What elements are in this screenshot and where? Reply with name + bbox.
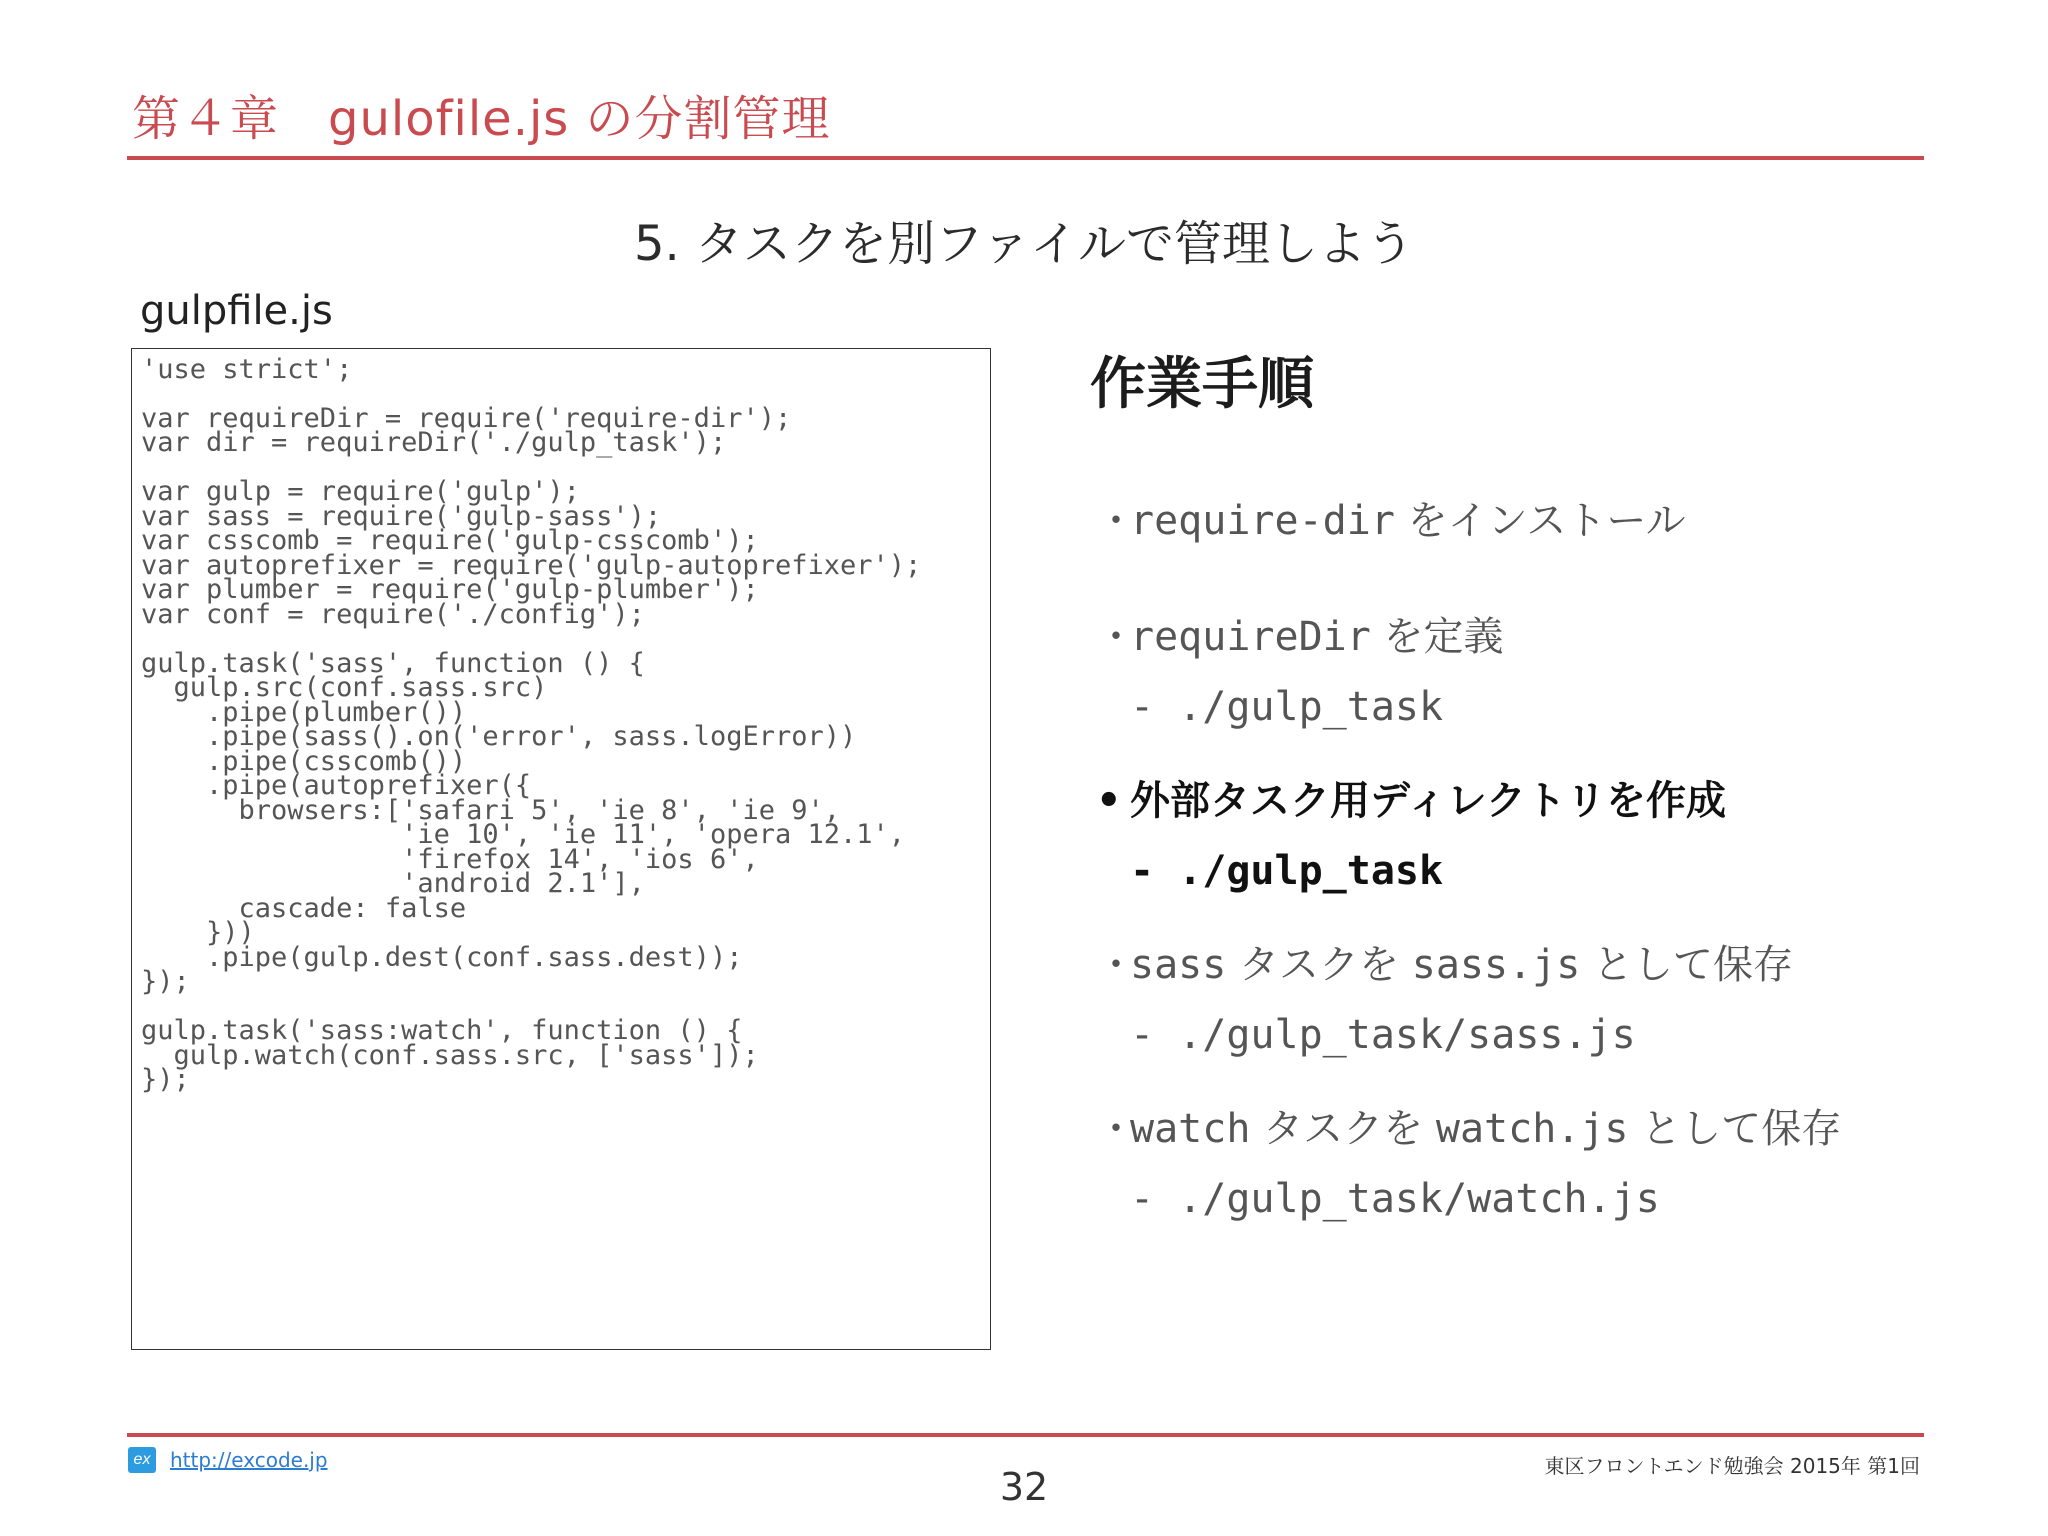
page-number: 32: [999, 1465, 1049, 1509]
step-subpath: - ./gulp_task: [1130, 848, 1444, 894]
footer-event-name: 東区フロントエンド勉強会 2015年 第1回: [1544, 1454, 1920, 1478]
step-text: として保存: [1580, 942, 1794, 988]
code-file-label: gulpfile.js: [140, 288, 333, 334]
step-item: [1096, 1104, 1841, 1154]
footer-link[interactable]: http://excode.jp: [170, 1448, 328, 1472]
step-text: を定義: [1370, 614, 1504, 660]
bullet: ・: [1096, 1106, 1136, 1152]
code-line: var autoprefixer = require('gulp-autoprefixer');: [141, 550, 922, 581]
code-line: var plumber = require('gulp-plumber');: [141, 574, 759, 605]
code-line: var requireDir = require('require-dir');: [141, 403, 792, 434]
code-line: .pipe(plumber()): [141, 697, 467, 728]
step-item-active: [1096, 776, 1726, 826]
code-line: var csscomb = require('gulp-csscomb');: [141, 525, 759, 556]
code-panel: [131, 348, 991, 1350]
step-item: [1096, 940, 1793, 990]
code-line: })): [141, 917, 255, 948]
code-line: gulp.task('sass:watch', function () {: [141, 1015, 743, 1046]
code-line: gulp.watch(conf.sass.src, ['sass']);: [141, 1040, 759, 1071]
step-code: sass.js: [1411, 942, 1581, 988]
step-text: タスクを: [1226, 942, 1412, 988]
step-subpath: - ./gulp_task/watch.js: [1130, 1176, 1660, 1222]
step-subpath: - ./gulp_task: [1130, 684, 1444, 730]
code-line: 'use strict';: [141, 354, 353, 385]
step-item: [1096, 612, 1504, 662]
code-line: var gulp = require('gulp');: [141, 476, 580, 507]
step-code: require-dir: [1130, 498, 1395, 544]
step-code: watch.js: [1435, 1106, 1629, 1152]
code-line: browsers:['safari 5', 'ie 8', 'ie 9',: [141, 795, 840, 826]
step-text: タスクを: [1250, 1106, 1436, 1152]
step-text: 外部タスク用ディレクトリを作成: [1130, 778, 1726, 824]
steps-heading: 作業手順: [1090, 352, 1314, 417]
step-text: として保存: [1628, 1106, 1842, 1152]
footer-rule: [127, 1433, 1924, 1437]
bullet: •: [1096, 778, 1122, 824]
step-item: [1096, 496, 1686, 546]
step-code: watch: [1130, 1106, 1251, 1152]
step-code: sass: [1130, 942, 1227, 988]
code-line: 'android 2.1'],: [141, 868, 645, 899]
step-text: をインストール: [1394, 498, 1686, 544]
chapter-title: 第４章 gulofile.js の分割管理: [132, 91, 831, 147]
code-line: .pipe(autoprefixer({: [141, 770, 532, 801]
code-line: 'ie 10', 'ie 11', 'opera 12.1',: [141, 819, 906, 850]
step-code: requireDir: [1130, 614, 1371, 660]
bullet: ・: [1096, 614, 1136, 660]
step-subpath: - ./gulp_task/sass.js: [1130, 1012, 1636, 1058]
header-rule: [127, 156, 1924, 160]
excode-logo-icon: ex: [128, 1447, 156, 1473]
code-line: gulp.src(conf.sass.src): [141, 672, 548, 703]
code-line: var sass = require('gulp-sass');: [141, 501, 662, 532]
code-line: .pipe(sass().on('error', sass.logError)): [141, 721, 857, 752]
section-title: 5. タスクを別ファイルで管理しよう: [633, 216, 1415, 272]
code-line: cascade: false: [141, 893, 467, 924]
code-line: var dir = requireDir('./gulp_task');: [141, 427, 727, 458]
bullet: ・: [1096, 942, 1136, 988]
code-line: .pipe(gulp.dest(conf.sass.dest));: [141, 942, 743, 973]
code-line: });: [141, 966, 190, 997]
code-line: });: [141, 1064, 190, 1095]
code-line: .pipe(csscomb()): [141, 746, 467, 777]
code-line: 'firefox 14', 'ios 6',: [141, 844, 759, 875]
code-line: var conf = require('./config');: [141, 599, 645, 630]
code-line: gulp.task('sass', function () {: [141, 648, 645, 679]
bullet: ・: [1096, 498, 1136, 544]
